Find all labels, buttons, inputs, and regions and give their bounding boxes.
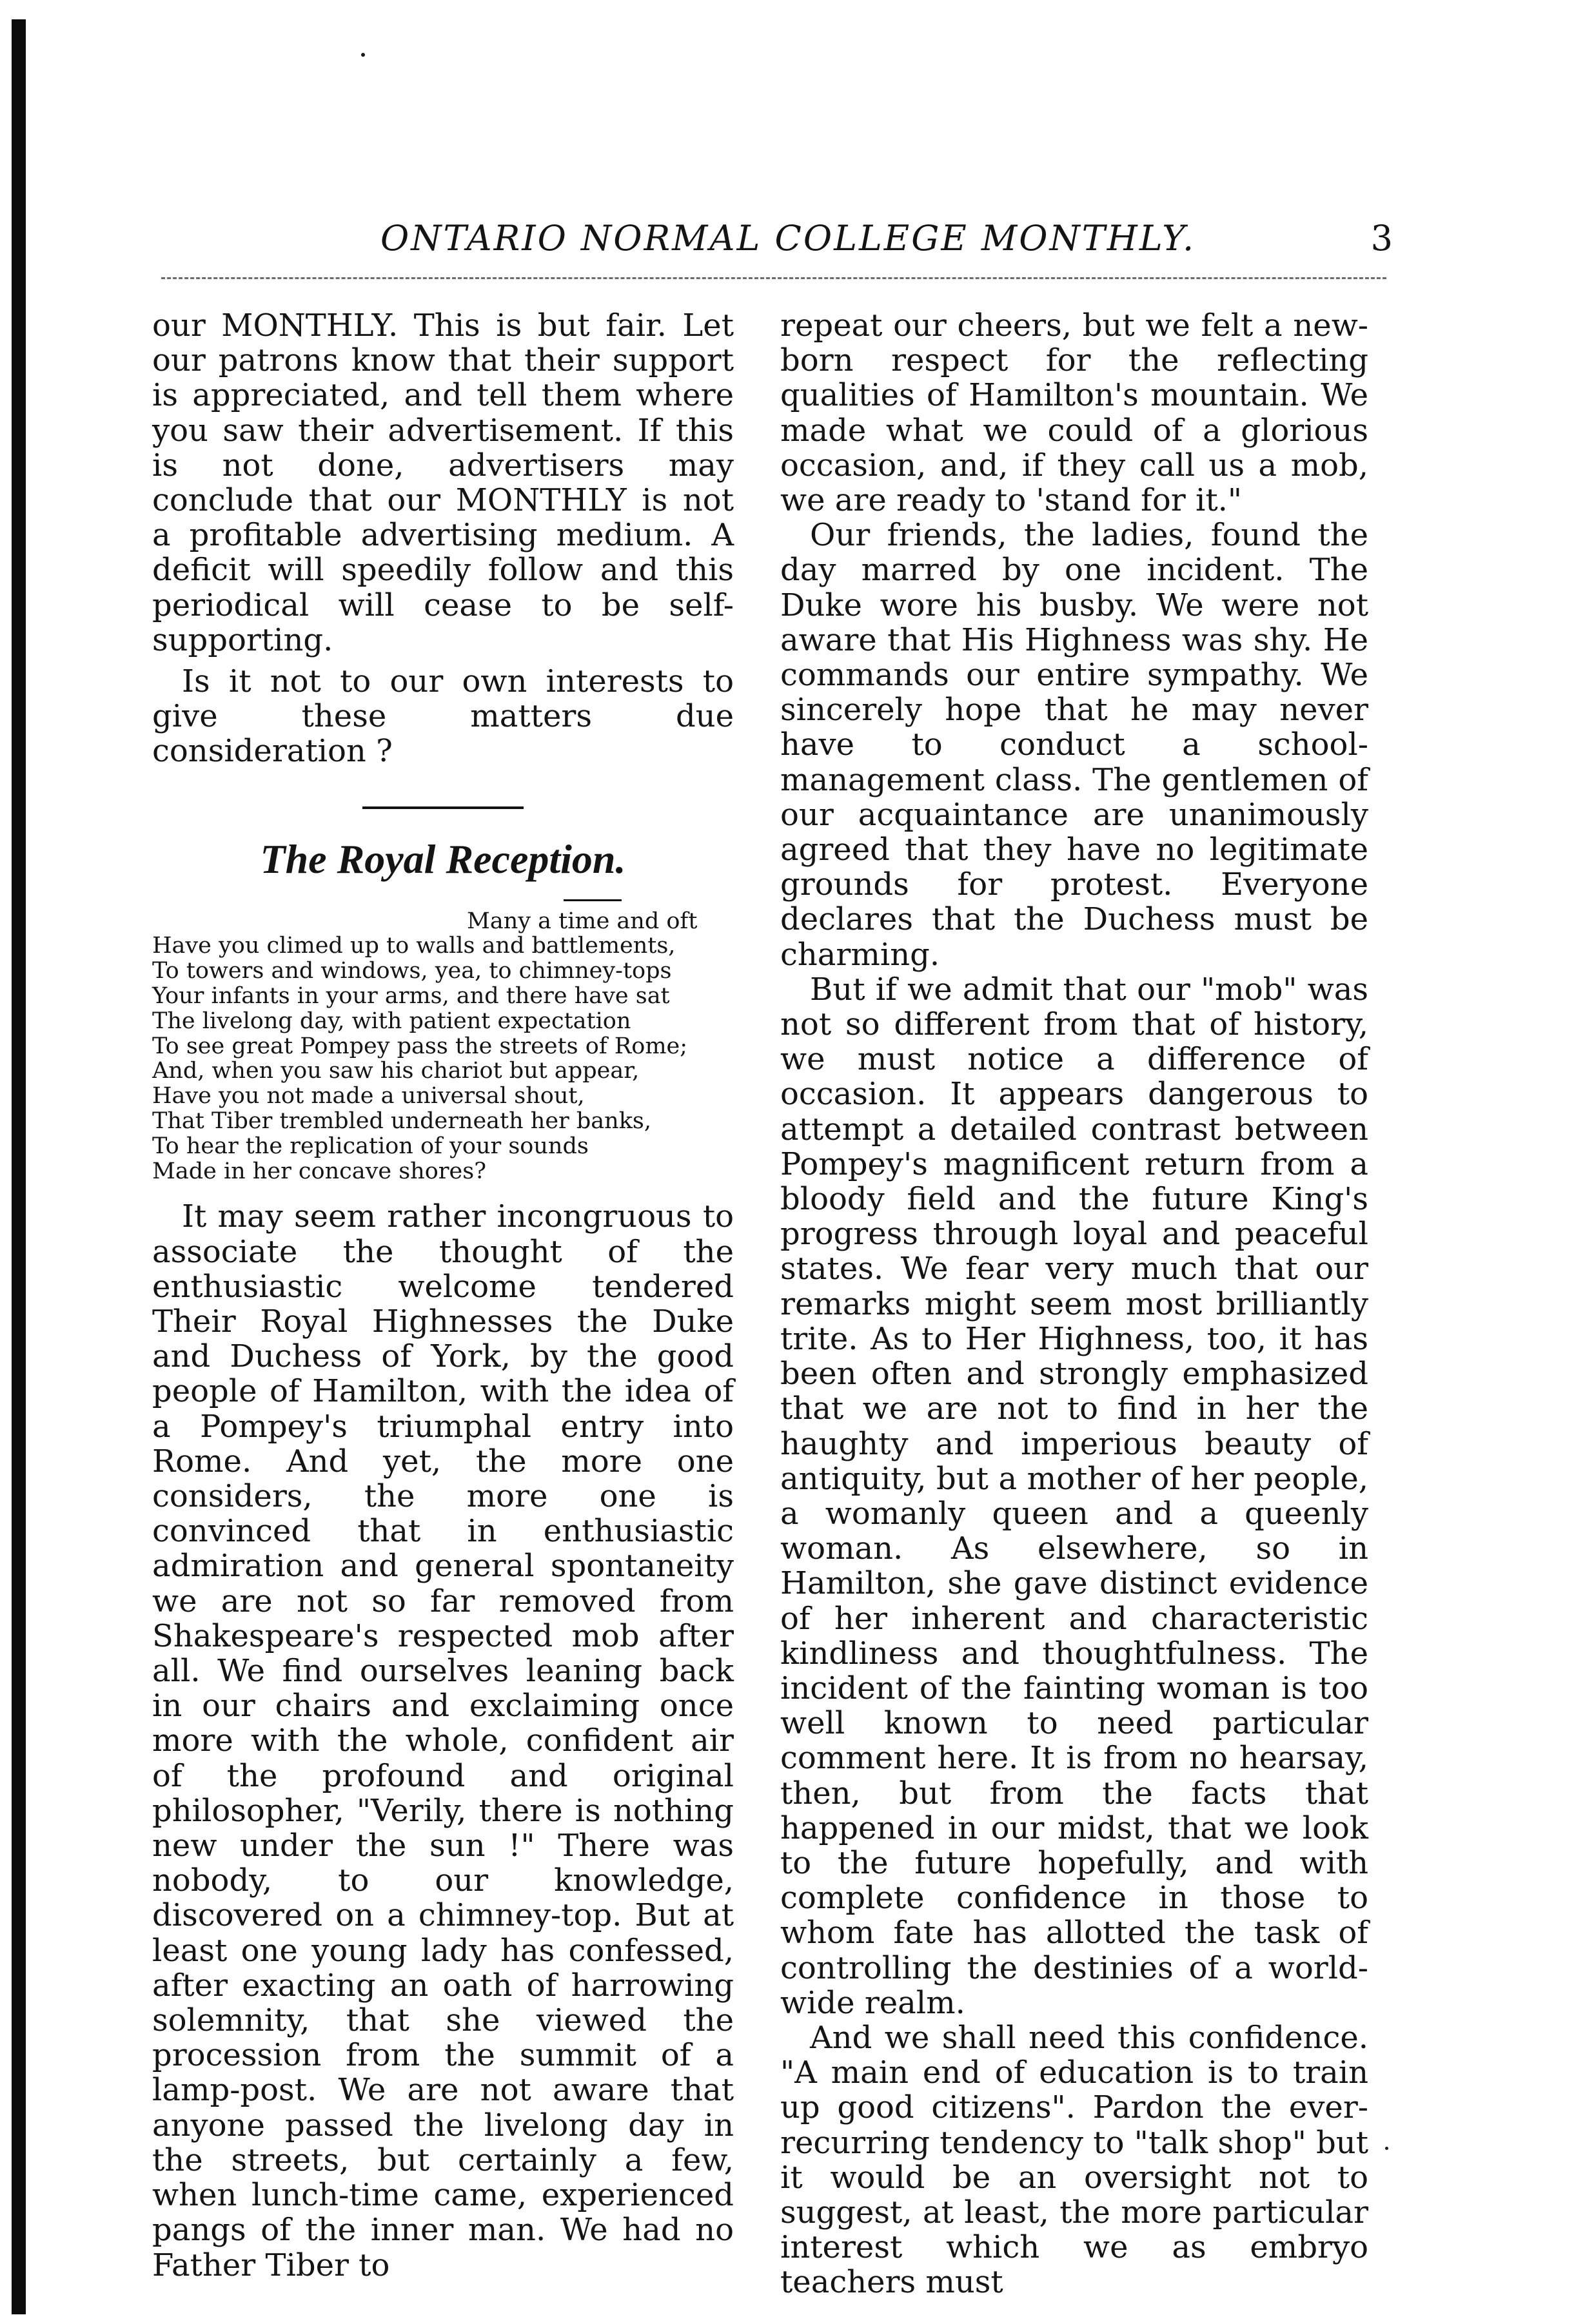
epigraph-line: Made in her concave shores?	[152, 1158, 486, 1184]
epigraph-line: Have you not made a universal shout,	[152, 1083, 585, 1109]
epigraph-line: Have you climed up to walls and battlements,	[152, 933, 676, 959]
body-paragraph: And we shall need this confidence. "A main end of education is to train up good citizens". Pardon the ever-recurring tendency to "talk shop" but it would be an oversight not to suggest, at least, the more particular interest which we as embryo teachers must	[780, 2019, 1368, 2301]
running-title: ONTARIO NORMAL COLLEGE MONTHLY.	[380, 218, 1196, 259]
intro-paragraph: our MONTHLY. This is but fair. Let our patrons know that their support is appreciated, and tell them where you saw their advertisement. If this is not done, advertisers may conclude that our MONTHLY is not a profitable advertising medium. A deficit will speedily follow and this periodical will cease to be self-supporting.	[152, 308, 734, 658]
right-column	[780, 308, 1368, 2300]
epigraph-line: The livelong day, with patient expectation	[152, 1008, 631, 1034]
title-underline	[564, 899, 622, 901]
page-number: 3	[1370, 218, 1393, 259]
epigraph-line: To towers and windows, yea, to chimney-tops	[152, 958, 672, 984]
epigraph-line: To see great Pompey pass the streets of Rome;	[152, 1033, 688, 1059]
body-paragraph: repeat our cheers, but we felt a new-born respect for the reflecting qualities of Hamilton's mountain. We made what we could of a glorious occasion, and, if they call us a mob, we are ready to 'stand for it."	[780, 308, 1368, 519]
left-column	[152, 308, 734, 2283]
body-paragraph: But if we admit that our "mob" was not so different from that of history, we must notice a difference of occasion. It appears dangerous to attempt a detailed contrast between Pompey's magnificent return from a bloody field and the future King's progress through loyal and peaceful states. We fear very much that our remarks might seem most brilliantly trite. As to Her Highness, too, it has been often and strongly emphasized that we are not to find in her the haughty and imperious beauty of antiquity, but a mother of her people, a womanly queen and a queenly woman. As elsewhere, so in Hamilton, she gave distinct evidence of her inherent and characteristic kindliness and thoughtfulness. The incident of the fainting woman is too well known to need particular comment here. It is from no hearsay, then, but from the facts that happened in our midst, that we look to the future hopefully, and with complete confidence in those to whom fate has allotted the task of controlling the destinies of a world-wide realm.	[780, 971, 1368, 2021]
body-paragraph: Our friends, the ladies, found the day marred by one incident. The Duke wore his busby. We were not aware that His Highness was shy. He commands our entire sympathy. We sincerely hope that he may never have to conduct a school-management class. The gentlemen of our acquaintance are unanimously agreed that they have no legitimate grounds for protest. Everyone declares that the Duchess must be charming.	[780, 517, 1368, 973]
epigraph-line: To hear the replication of your sounds	[152, 1133, 589, 1159]
intro-paragraph: Is it not to our own interests to give these matters due consideration ?	[152, 663, 734, 770]
ink-speck	[1385, 2147, 1388, 2150]
ink-speck	[361, 53, 365, 57]
binding-edge	[12, 19, 26, 2314]
epigraph-line: And, when you saw his chariot but appear,	[152, 1058, 640, 1084]
epigraph	[152, 909, 734, 1184]
body-paragraph: It may seem rather incongruous to associate the thought of the enthusiastic welcome tendered Their Royal Highnesses the Duke and Duchess of York, by the good people of Hamilton, with the idea of a Pompey's triumphal entry into Rome. And yet, the more one considers, the more one is convinced that in enthusiastic admiration and general spontaneity we are not so far removed from Shakespeare's respected mob after all. We find ourselves leaning back in our chairs and exclaiming once more with the whole, confident air of the profound and original philosopher, "Verily, there is nothing new under the sun !" There was nobody, to our knowledge, discovered on a chimney-top. But at least one young lady has confessed, after exacting an oath of harrowing solemnity, that she viewed the procession from the summit of a lamp-post. We are not aware that anyone passed the livelong day in the streets, but certainly a few, when lunch-time came, experienced pangs of the inner man. We had no Father Tiber to	[152, 1198, 734, 2283]
header-rule	[161, 277, 1386, 279]
section-title: The Royal Reception.	[260, 835, 626, 882]
section-divider	[362, 806, 524, 809]
page-header	[148, 218, 1393, 263]
epigraph-line: That Tiber trembled underneath her banks,	[152, 1108, 651, 1135]
epigraph-line: Your infants in your arms, and there have sat	[152, 983, 670, 1010]
epigraph-line: Many a time and oft	[467, 908, 698, 934]
